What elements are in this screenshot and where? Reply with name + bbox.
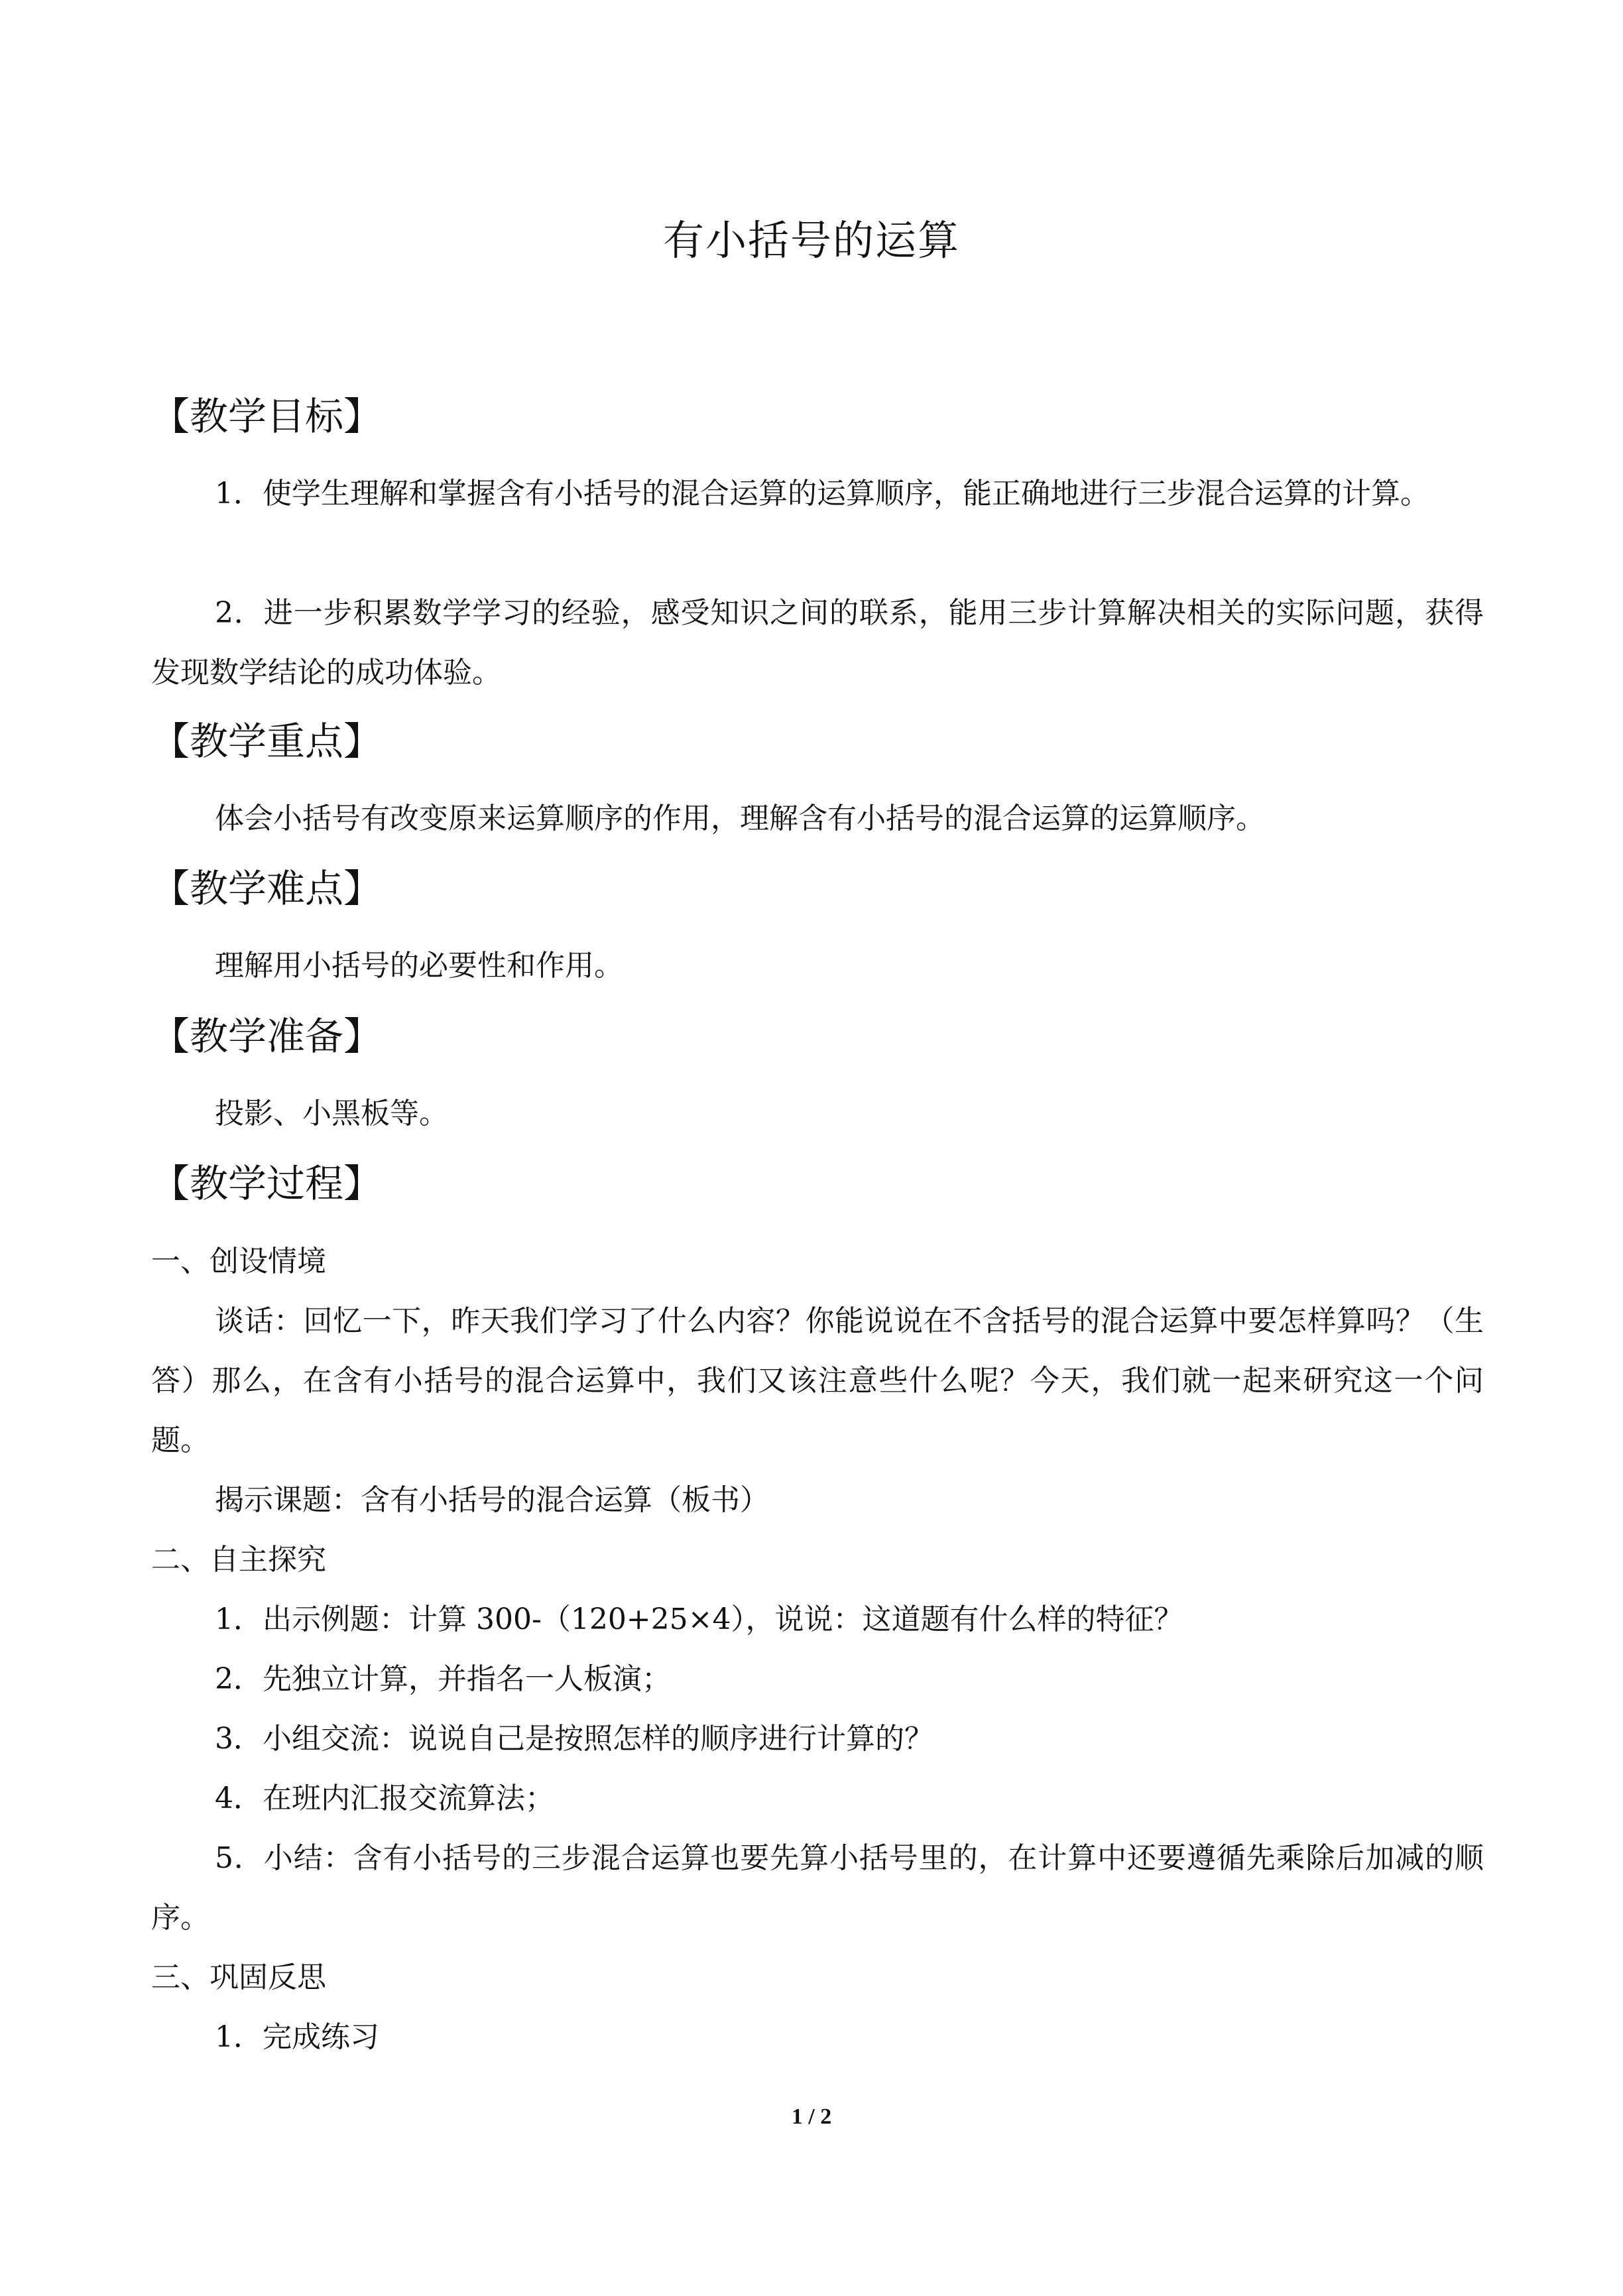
process-part2-step-3: 3．小组交流：说说自己是按照怎样的顺序进行计算的？ bbox=[215, 1722, 933, 1756]
document-title: 有小括号的运算 bbox=[662, 216, 960, 265]
key-points-text: 体会小括号有改变原来运算顺序的作用，理解含有小括号的混合运算的运算顺序。 bbox=[215, 802, 1265, 835]
process-part2-step-5: 5．小结：含有小括号的三步混合运算也要先算小括号里的，在计算中还要遵循先乘除后加减的顺序。 bbox=[151, 1841, 1484, 1935]
process-part1-reveal: 揭示课题：含有小括号的混合运算（板书） bbox=[215, 1483, 769, 1517]
process-part2-step-2: 2．先独立计算，并指名一人板演； bbox=[215, 1662, 671, 1696]
objective-item-2: 2．进一步积累数学学习的经验，感受知识之间的联系，能用三步计算解决相关的实际问题，获得发现数学结论的成功体验。 bbox=[151, 596, 1484, 690]
heading-key-points: 【教学重点】 bbox=[151, 719, 383, 764]
process-part2-title: 二、自主探究 bbox=[151, 1543, 326, 1577]
process-part1-title: 一、创设情境 bbox=[151, 1244, 326, 1278]
process-part2-step-4: 4．在班内汇报交流算法； bbox=[215, 1782, 554, 1815]
process-part1-talk: 谈话：回忆一下，昨天我们学习了什么内容？你能说说在不含括号的混合运算中要怎样算吗？（生答）那么，在含有小括号的混合运算中，我们又该注意些什么呢？今天，我们就一起来研究这一个问题。 bbox=[151, 1304, 1484, 1457]
heading-objectives: 【教学目标】 bbox=[151, 394, 383, 439]
heading-preparation: 【教学准备】 bbox=[151, 1014, 383, 1059]
heading-difficulties: 【教学难点】 bbox=[151, 866, 383, 911]
process-part3-title: 三、巩固反思 bbox=[151, 1961, 326, 1994]
heading-process: 【教学过程】 bbox=[151, 1161, 383, 1206]
page-number: 1 / 2 bbox=[791, 2104, 832, 2129]
process-part3-step-1: 1．完成练习 bbox=[215, 2020, 379, 2054]
difficulties-text: 理解用小括号的必要性和作用。 bbox=[215, 949, 623, 983]
preparation-text: 投影、小黑板等。 bbox=[215, 1097, 448, 1130]
process-part2-step-1: 1．出示例题：计算 300-（120+25×4），说说：这道题有什么样的特征？ bbox=[215, 1602, 1183, 1636]
objective-item-1: 1．使学生理解和掌握含有小括号的混合运算的运算顺序，能正确地进行三步混合运算的计算。 bbox=[215, 477, 1429, 511]
